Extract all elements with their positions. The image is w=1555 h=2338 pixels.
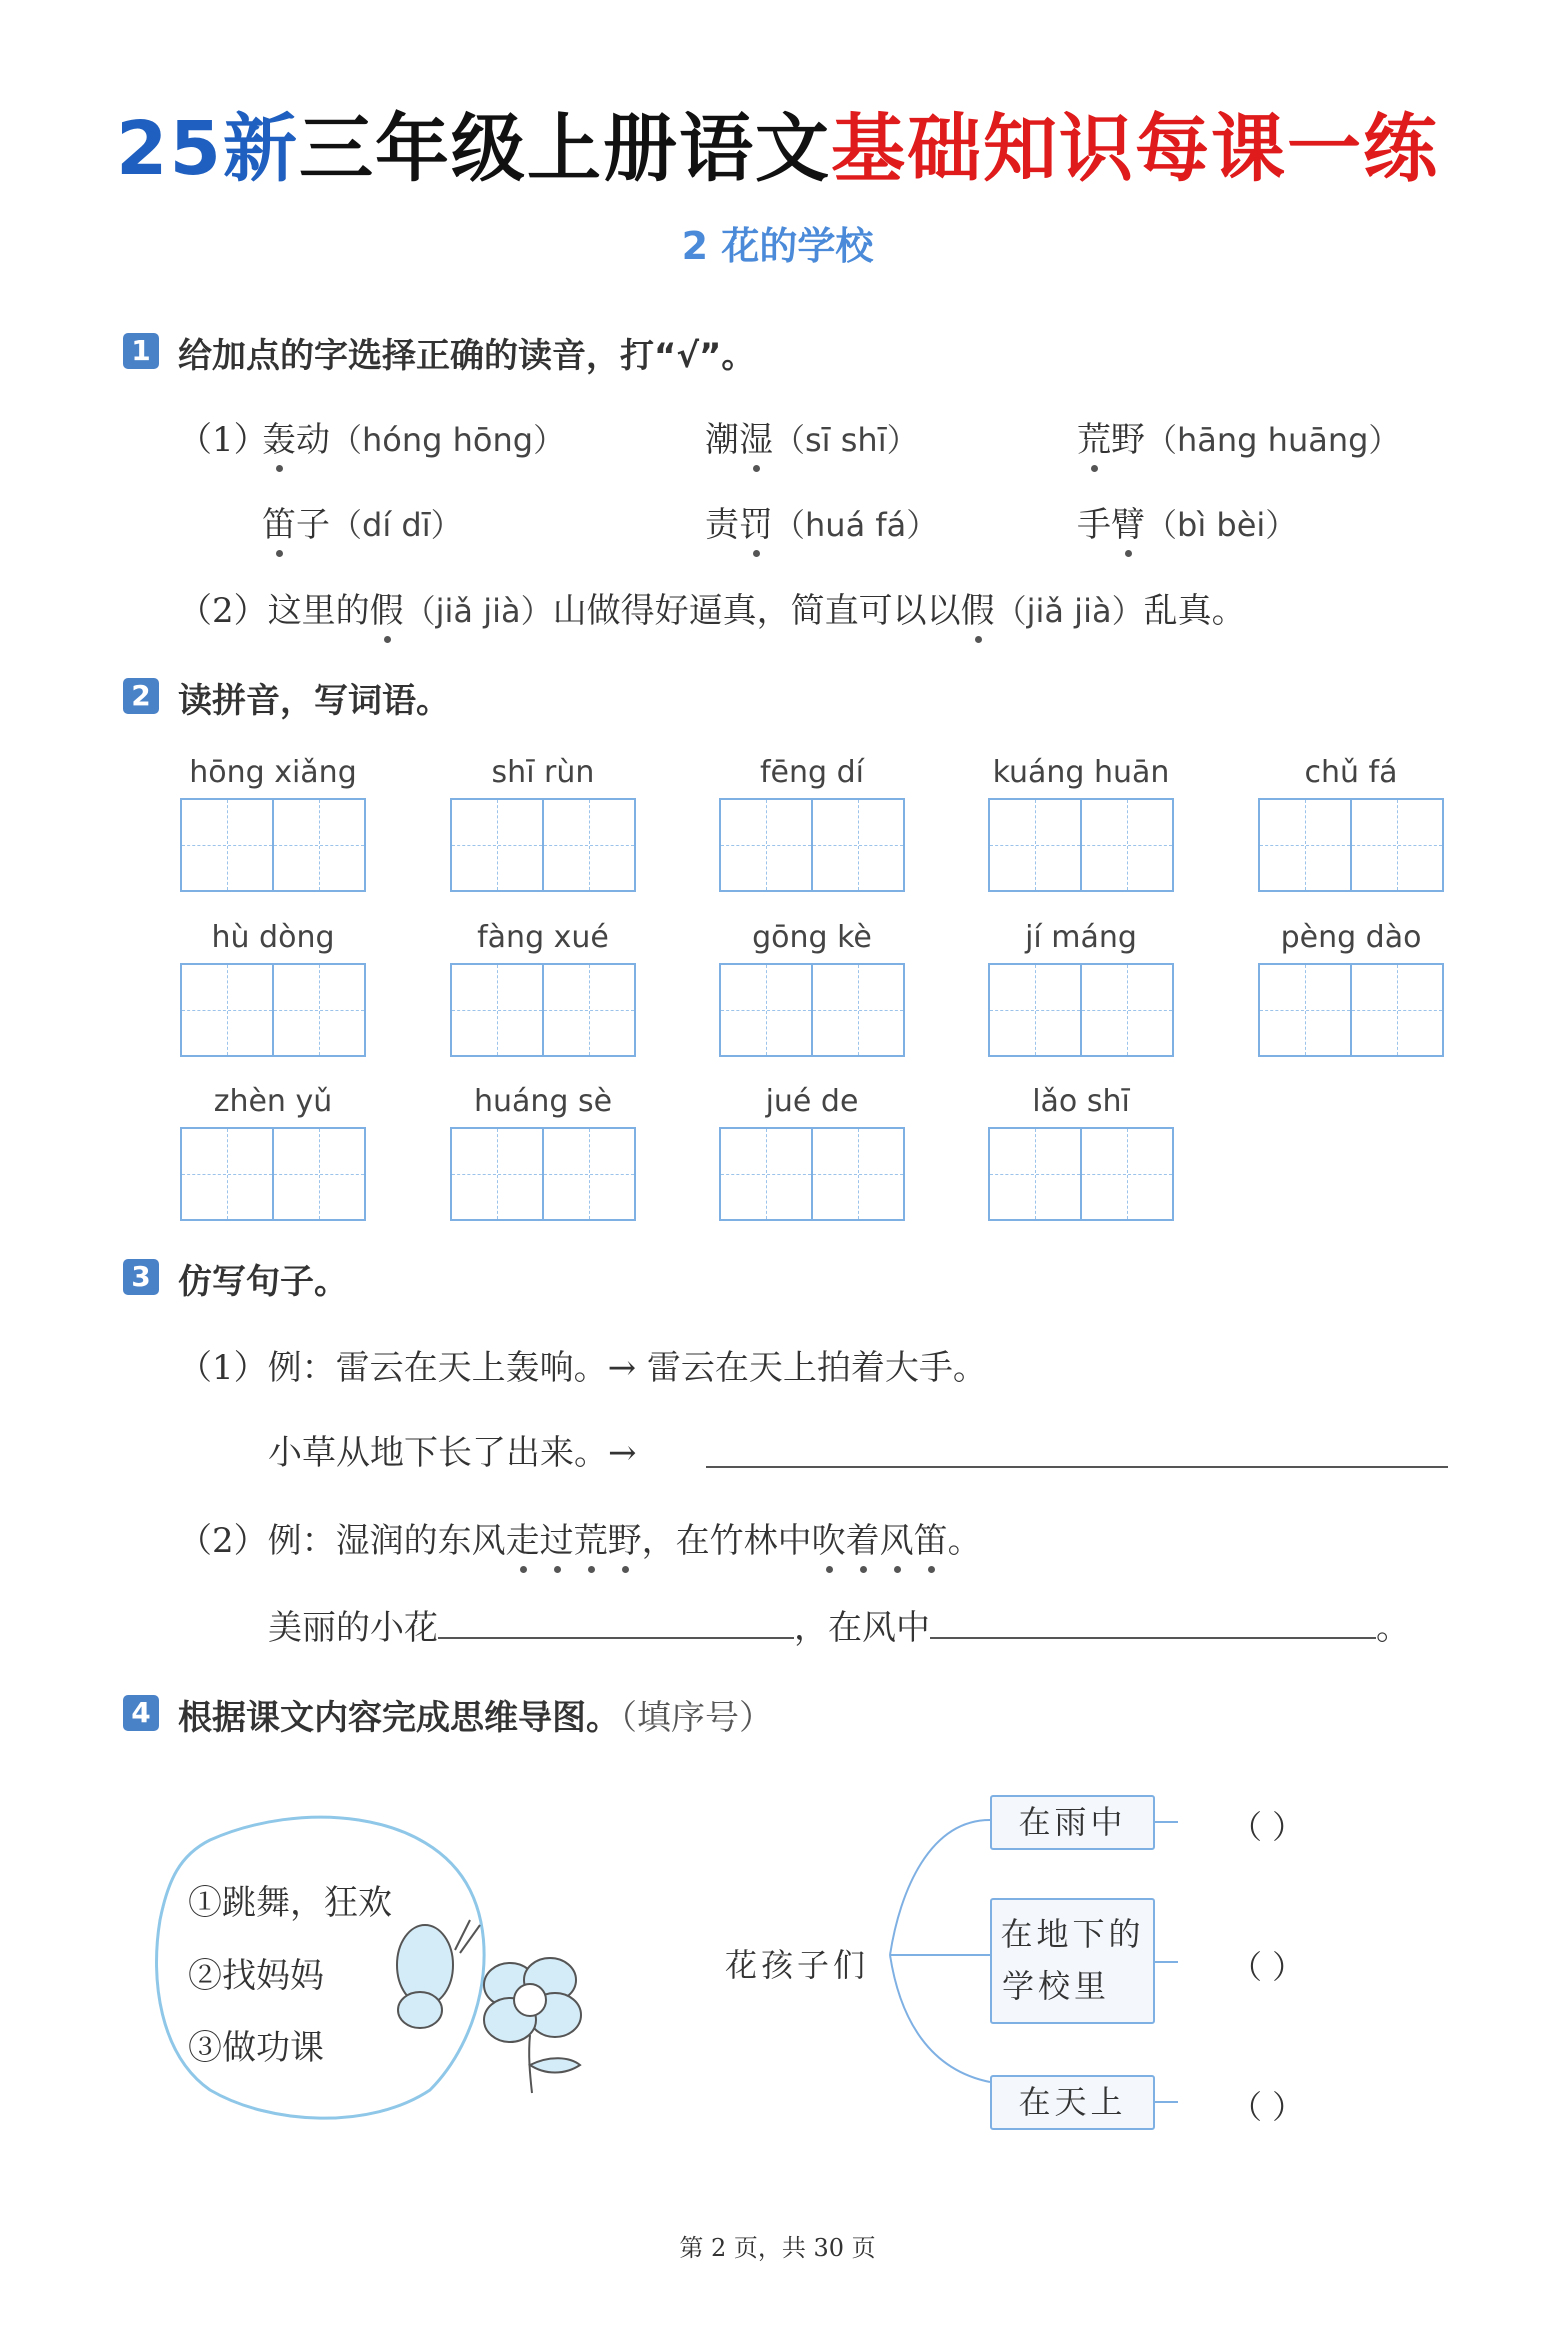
q3-sub1-label: （1）	[178, 1348, 268, 1388]
dotted-char: 轰	[262, 420, 296, 460]
tianzige-cell[interactable]	[811, 965, 903, 1055]
option-1: ①跳舞，狂欢	[188, 1883, 392, 1923]
question-4-title	[178, 1690, 773, 1739]
tianzige-cell[interactable]	[1080, 800, 1172, 890]
word-rest: 子	[296, 505, 330, 545]
tianzige-cell[interactable]	[811, 800, 903, 890]
q3-example-1	[178, 1340, 987, 1389]
pinyin-label: fàng xué	[477, 920, 609, 955]
q3-sub2-label: （2）	[178, 1521, 268, 1561]
word-rest: 动	[296, 420, 330, 460]
reading-options[interactable]: （bì bèi）	[1145, 506, 1298, 544]
pinyin-label: fēng dí	[760, 755, 864, 790]
q3-prompt-1	[268, 1425, 637, 1474]
butterfly-wing-icon	[398, 1992, 442, 2028]
tianzige-cell[interactable]	[1260, 800, 1350, 890]
tianzige-cell[interactable]	[272, 1129, 364, 1219]
dotted-char: 过	[539, 1521, 574, 1561]
branch-line: 学校里	[1002, 1967, 1111, 2005]
tianzige-box[interactable]	[1258, 798, 1444, 892]
pinyin-label: chǔ fá	[1304, 755, 1398, 790]
example-part: 。	[947, 1521, 982, 1561]
q1-sub2	[178, 583, 1246, 632]
answer-paren-3[interactable]: （ ）	[1230, 2088, 1305, 2126]
question-3-title: 仿写句子。	[178, 1262, 348, 1302]
page-number: 第 2 页，共 30 页	[679, 2234, 876, 2262]
answer-paren-1[interactable]: （ ）	[1230, 1808, 1305, 1846]
tianzige-cell[interactable]	[1350, 800, 1442, 890]
tianzige-box[interactable]	[988, 963, 1174, 1057]
prompt-part: ，在风中	[794, 1608, 930, 1648]
q1-item-6	[1077, 497, 1297, 546]
tianzige-box[interactable]	[988, 798, 1174, 892]
question-1-title: 给加点的字选择正确的读音，打“√”。	[178, 336, 756, 376]
prompt-part: 美丽的小花	[268, 1608, 438, 1648]
tianzige-box[interactable]	[719, 1127, 905, 1221]
q3-prompt-2	[268, 1600, 1410, 1649]
tianzige-box[interactable]	[450, 798, 636, 892]
tianzige-cell[interactable]	[1260, 965, 1350, 1055]
dotted-char: 臂	[1111, 505, 1145, 545]
answer-paren-2[interactable]: （ ）	[1230, 1948, 1305, 1986]
tianzige-cell[interactable]	[1080, 965, 1172, 1055]
pinyin-label: jí máng	[1025, 920, 1137, 955]
q1-sub1-label: （1）	[178, 420, 268, 460]
q1-item-1	[262, 412, 565, 461]
page-title	[0, 106, 1555, 192]
option-3: ③做功课	[188, 2028, 324, 2068]
q1-item-3	[1077, 412, 1400, 461]
reading-options[interactable]: （sī shī）	[773, 421, 919, 459]
title-part-grade: 三年级上册语文	[298, 106, 831, 192]
tianzige-cell[interactable]	[990, 1129, 1080, 1219]
branch-underground-school	[990, 1898, 1155, 2024]
reading-options[interactable]: （jiǎ jià）	[403, 592, 553, 630]
example-part: ，在竹林中	[641, 1521, 812, 1561]
emphasized-phrase	[812, 1521, 948, 1561]
pinyin-label: gōng kè	[752, 920, 872, 955]
tianzige-cell[interactable]	[272, 965, 364, 1055]
pinyin-label: shī rùn	[491, 755, 595, 790]
question-4-badge: 4	[123, 1695, 159, 1731]
answer-blank-2[interactable]	[438, 1607, 794, 1639]
dotted-char: 湿	[739, 420, 773, 460]
tianzige-cell[interactable]	[452, 965, 542, 1055]
pinyin-label: hōng xiǎng	[189, 755, 357, 790]
dotted-char: 着	[845, 1521, 880, 1561]
question-1-badge: 1	[123, 333, 159, 369]
dotted-char: 假	[960, 591, 995, 631]
title-part-edition: 25新	[116, 106, 299, 192]
answer-blank-1[interactable]	[706, 1438, 1448, 1468]
pinyin-label: huáng sè	[473, 1084, 613, 1119]
tianzige-cell[interactable]	[182, 1129, 272, 1219]
tianzige-cell[interactable]	[721, 800, 811, 890]
pinyin-label: lǎo shī	[1032, 1084, 1130, 1119]
pinyin-label: pèng dào	[1280, 920, 1422, 955]
mind-map-center: 花孩子们	[725, 1946, 870, 1984]
word-rest: 责	[705, 505, 739, 545]
question-2-badge: 2	[123, 678, 159, 714]
tianzige-cell[interactable]	[452, 800, 542, 890]
answer-blank-3[interactable]	[930, 1607, 1376, 1639]
q1-item-5	[705, 497, 938, 546]
dotted-char: 风	[879, 1521, 914, 1561]
dotted-char: 走	[505, 1521, 540, 1561]
dotted-char: 荒	[1077, 420, 1111, 460]
title-part-series: 基础知识每课一练	[830, 106, 1439, 192]
reading-options[interactable]: （huá fá）	[773, 506, 939, 544]
tianzige-box[interactable]	[719, 963, 905, 1057]
tianzige-cell[interactable]	[542, 1129, 634, 1219]
q4-title-text: 根据课文内容完成思维导图。	[178, 1698, 620, 1738]
tianzige-cell[interactable]	[1080, 1129, 1172, 1219]
option-2: ②找妈妈	[188, 1956, 324, 1996]
q1-item-4	[262, 497, 463, 546]
q4-title-aside: （填序号）	[620, 1698, 773, 1738]
tianzige-cell[interactable]	[721, 965, 811, 1055]
tianzige-cell[interactable]	[272, 800, 364, 890]
tianzige-box[interactable]	[180, 1127, 366, 1221]
reading-options[interactable]: （dí dī）	[330, 506, 463, 544]
q1-sub2-label: （2）	[178, 591, 268, 631]
reading-options[interactable]: （hóng hōng）	[330, 421, 566, 459]
tianzige-cell[interactable]	[182, 800, 272, 890]
tianzige-cell[interactable]	[811, 1129, 903, 1219]
dotted-char: 笛	[262, 505, 296, 545]
tianzige-cell[interactable]	[721, 1129, 811, 1219]
tianzige-cell[interactable]	[990, 965, 1080, 1055]
dotted-char: 野	[607, 1521, 642, 1561]
sentence-part: 山做得好逼真，简直可以以	[552, 591, 961, 631]
dotted-char: 罚	[739, 505, 773, 545]
tianzige-box[interactable]	[1258, 963, 1444, 1057]
tianzige-box[interactable]	[180, 798, 366, 892]
pinyin-label: zhèn yǔ	[213, 1084, 333, 1119]
tianzige-cell[interactable]	[990, 800, 1080, 890]
dotted-char: 笛	[913, 1521, 948, 1561]
dotted-char: 荒	[573, 1521, 608, 1561]
flower-icon	[484, 1958, 581, 2093]
reading-options[interactable]: （hāng huāng）	[1145, 421, 1401, 459]
prompt-part: 。	[1376, 1608, 1410, 1648]
sentence-part: 这里的	[267, 591, 370, 631]
tianzige-cell[interactable]	[1350, 965, 1442, 1055]
pinyin-label: jué de	[765, 1084, 859, 1119]
word-rest: 手	[1077, 505, 1111, 545]
tianzige-cell[interactable]	[182, 965, 272, 1055]
tianzige-cell[interactable]	[452, 1129, 542, 1219]
pinyin-label: kuáng huān	[992, 755, 1170, 790]
example-part: 例：湿润的东风	[267, 1521, 506, 1561]
tianzige-box[interactable]	[719, 798, 905, 892]
tianzige-box[interactable]	[450, 963, 636, 1057]
branch-line: 在地下的	[1000, 1915, 1145, 1953]
branch-in-sky: 在天上	[990, 2075, 1155, 2130]
word-rest: 野	[1111, 420, 1145, 460]
dotted-char: 假	[369, 591, 404, 631]
word-rest: 潮	[705, 420, 739, 460]
tianzige-cell[interactable]	[542, 800, 634, 890]
example-sentence: 例：雷云在天上轰响。→ 雷云在天上拍着大手。	[267, 1348, 987, 1388]
tianzige-cell[interactable]	[542, 965, 634, 1055]
question-2-title: 读拼音，写词语。	[178, 681, 450, 721]
lesson-title: 2 花的学校	[681, 224, 874, 268]
pinyin-label: hù dòng	[211, 920, 335, 955]
q1-item-2	[705, 412, 919, 461]
prompt-sentence: 小草从地下长了出来。→	[268, 1433, 637, 1473]
tianzige-box[interactable]	[180, 963, 366, 1057]
dotted-char: 吹	[811, 1521, 846, 1561]
branch-in-rain: 在雨中	[990, 1795, 1155, 1850]
emphasized-phrase	[506, 1521, 642, 1561]
reading-options[interactable]: （jiǎ jià）	[994, 592, 1144, 630]
question-3-badge: 3	[123, 1259, 159, 1295]
tianzige-box[interactable]	[988, 1127, 1174, 1221]
q3-example-2	[178, 1513, 982, 1562]
sentence-part: 乱真。	[1143, 591, 1246, 631]
tianzige-box[interactable]	[450, 1127, 636, 1221]
butterfly-flower-illustration	[380, 1915, 600, 2095]
